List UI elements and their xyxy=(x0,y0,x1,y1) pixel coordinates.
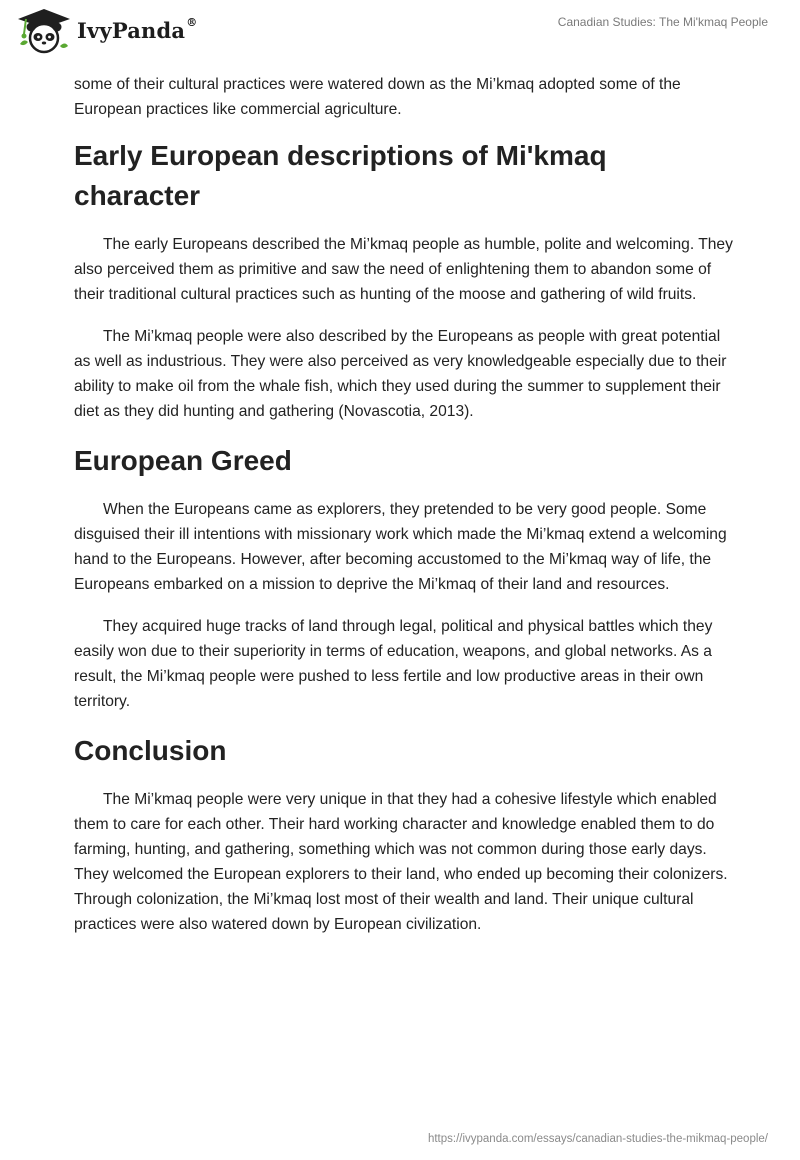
paragraph: The early Europeans described the Mi’kmaq people as humble, polite and welcoming. They also perceived them as primitive and saw the need of enlightening them to abandon some of their traditional cultural practices such as hunting of the moose and gathering of wild fruits. xyxy=(74,236,733,303)
registered-mark: ® xyxy=(186,15,198,29)
page-header xyxy=(0,0,800,70)
section-heading-conclusion: Conclusion xyxy=(74,735,227,766)
section-heading-early-european-descriptions: Early European descriptions of Mi'kmaq character xyxy=(74,140,607,211)
paragraph: When the Europeans came as explorers, they pretended to be very good people. Some disguised their ill intentions with missionary work which made the Mi’kmaq extend a welcoming hand to the Europeans. However, after becoming accustomed to the Mi’kmaq way of life, the Europeans embarked on a mission to deprive the Mi’kmaq of their land and resources. xyxy=(74,501,727,593)
logo-text: IvyPanda® xyxy=(77,15,198,43)
paragraph: They acquired huge tracks of land through legal, political and physical battles which they easily won due to their superiority in terms of education, weapons, and global networks. As a result, the Mi’kmaq people were pushed to less fertile and low productive areas in their own territory. xyxy=(74,618,713,710)
panda-graduation-cap-icon xyxy=(16,6,72,54)
section-heading-european-greed: European Greed xyxy=(74,445,292,476)
article-body xyxy=(74,72,734,954)
paragraph: The Mi’kmaq people were also described by the Europeans as people with great potential as well as industrious. They were also perceived as very knowledgeable especially due to their ability to make oil from the whale fish, which they used during the summer to supplement their diet as they did hunting and gathering (Novascotia, 2013). xyxy=(74,328,727,420)
ivypanda-logo[interactable] xyxy=(16,6,197,54)
document-title: Canadian Studies: The Mi'kmaq People xyxy=(557,15,768,29)
paragraph: some of their cultural practices were watered down as the Mi’kmaq adopted some of the European practices like commercial agriculture. xyxy=(74,76,681,118)
paragraph: The Mi’kmaq people were very unique in that they had a cohesive lifestyle which enabled them to care for each other. Their hard working character and knowledge enabled them to do farming, hunting, and gathering, something which was not common during those early days. They welcomed the European explorers to their land, who ended up becoming their colonizers. Through colonization, the Mi’kmaq lost most of their wealth and land. Their unique cultural practices were also watered down by European civilization. xyxy=(74,791,728,933)
source-url: https://ivypanda.com/essays/canadian-studies-the-mikmaq-people/ xyxy=(427,1133,768,1145)
